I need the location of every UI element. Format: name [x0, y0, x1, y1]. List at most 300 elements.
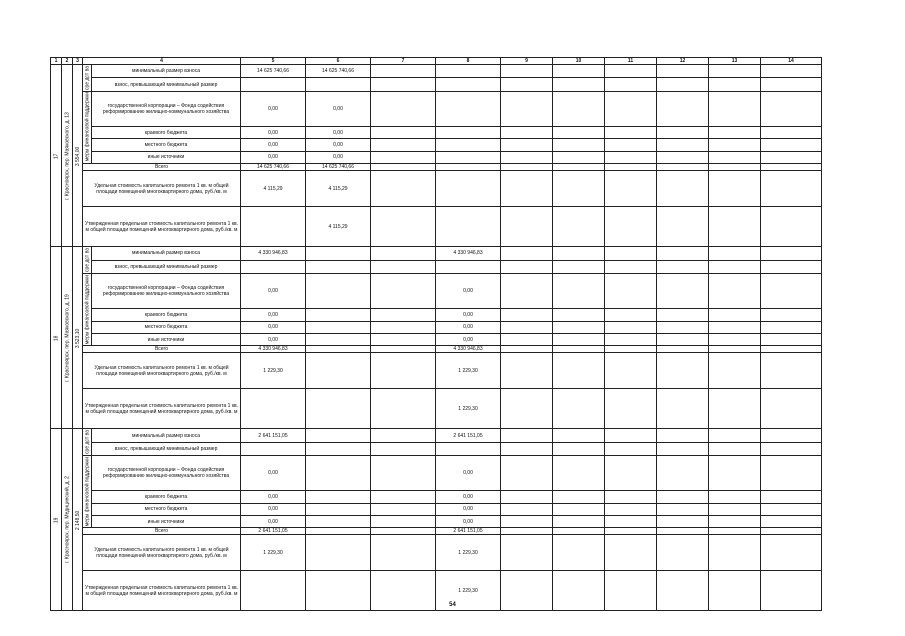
empty-cell [709, 503, 761, 515]
value-cell [306, 78, 371, 91]
value-cell [436, 65, 501, 78]
empty-cell [709, 516, 761, 528]
empty-cell [657, 516, 709, 528]
empty-cell [709, 429, 761, 442]
value-cell: 0,00 [306, 91, 371, 126]
value-cell: 1 229,30 [436, 535, 501, 571]
value-cell [306, 346, 371, 353]
empty-cell [501, 503, 553, 515]
empty-cell [657, 127, 709, 139]
empty-cell [709, 65, 761, 78]
source-label: сре дст ва [84, 430, 90, 455]
value-cell [371, 127, 436, 139]
document-table-container [50, 57, 821, 597]
empty-cell [553, 389, 605, 429]
table-row [51, 247, 822, 260]
value-cell [371, 309, 436, 321]
value-cell: 4 115,29 [306, 207, 371, 247]
empty-cell [553, 247, 605, 260]
value-cell [371, 333, 436, 345]
empty-cell [657, 346, 709, 353]
empty-cell [501, 535, 553, 571]
empty-cell [761, 456, 822, 491]
empty-cell [605, 535, 657, 571]
empty-cell [761, 127, 822, 139]
value-cell: 0,00 [436, 491, 501, 503]
empty-cell [605, 207, 657, 247]
table-row [51, 429, 822, 442]
value-cell: 4 330 946,83 [436, 346, 501, 353]
col-header: 11 [605, 58, 657, 65]
row-number: 18 [51, 247, 62, 429]
empty-cell [553, 528, 605, 535]
empty-cell [501, 151, 553, 163]
empty-cell [709, 171, 761, 207]
value-cell [371, 247, 436, 260]
value-cell: 2 641 151,05 [241, 429, 306, 442]
value-cell: 1 229,30 [241, 353, 306, 389]
empty-cell [605, 333, 657, 345]
empty-cell [657, 353, 709, 389]
empty-cell [761, 164, 822, 171]
value-cell [306, 516, 371, 528]
table-row [51, 346, 822, 353]
value-cell: 0,00 [241, 321, 306, 333]
empty-cell [709, 333, 761, 345]
label-other: иные источники [92, 151, 241, 163]
empty-cell [605, 171, 657, 207]
value-cell [306, 442, 371, 455]
empty-cell [605, 491, 657, 503]
label-kr: краевого бюджета [92, 127, 241, 139]
value-cell [371, 65, 436, 78]
label-unit: Удельная стоимость капитального ремонта 1 кв. м общей площади помещений многоквартирного дома, руб./кв. м [83, 353, 241, 389]
empty-cell [709, 442, 761, 455]
empty-cell [605, 91, 657, 126]
empty-cell [709, 274, 761, 309]
empty-cell [501, 274, 553, 309]
fin-support-label: меры финансовой поддержки [84, 457, 90, 527]
value-cell [436, 164, 501, 171]
empty-cell [657, 528, 709, 535]
empty-cell [657, 456, 709, 491]
empty-cell [709, 491, 761, 503]
empty-cell [501, 127, 553, 139]
value-cell [306, 503, 371, 515]
value-cell: 14 625 740,66 [306, 65, 371, 78]
value-cell: 0,00 [241, 151, 306, 163]
value-cell [371, 78, 436, 91]
value-cell [371, 139, 436, 151]
col-header: 13 [709, 58, 761, 65]
empty-cell [761, 207, 822, 247]
value-cell [371, 321, 436, 333]
empty-cell [553, 333, 605, 345]
empty-cell [657, 78, 709, 91]
label-kr: краевого бюджета [92, 309, 241, 321]
table-row [51, 353, 822, 389]
table-row [51, 78, 822, 91]
total-area: 2 148,50 [73, 429, 83, 611]
value-cell: 0,00 [241, 503, 306, 515]
empty-cell [761, 503, 822, 515]
value-cell [371, 429, 436, 442]
value-cell [241, 260, 306, 273]
value-cell [306, 491, 371, 503]
value-cell: 4 330 946,83 [241, 346, 306, 353]
empty-cell [761, 247, 822, 260]
empty-cell [761, 91, 822, 126]
col-header: 12 [657, 58, 709, 65]
col-header: 6 [306, 58, 371, 65]
source-label: сре дст ва [84, 66, 90, 90]
empty-cell [761, 321, 822, 333]
label-total: Всего [83, 164, 241, 171]
value-cell: 1 229,30 [241, 535, 306, 571]
label-mb: местного бюджета [92, 503, 241, 515]
empty-cell [605, 528, 657, 535]
empty-cell [501, 207, 553, 247]
value-cell: 0,00 [436, 503, 501, 515]
empty-cell [657, 389, 709, 429]
value-cell: 0,00 [436, 456, 501, 491]
empty-cell [553, 164, 605, 171]
empty-cell [657, 151, 709, 163]
empty-cell [709, 91, 761, 126]
value-cell [371, 91, 436, 126]
value-cell: 1 229,30 [436, 353, 501, 389]
table-row [51, 171, 822, 207]
empty-cell [657, 260, 709, 273]
value-cell [306, 389, 371, 429]
empty-cell [605, 321, 657, 333]
empty-cell [657, 309, 709, 321]
empty-cell [761, 516, 822, 528]
empty-cell [553, 535, 605, 571]
empty-cell [553, 353, 605, 389]
value-cell [436, 127, 501, 139]
address: г. Красноярск, пер. Маяковского, д. 13 [62, 65, 73, 247]
value-cell: 2 641 151,05 [436, 429, 501, 442]
value-cell: 2 641 151,05 [241, 528, 306, 535]
empty-cell [605, 164, 657, 171]
col-header: 4 [83, 58, 241, 65]
value-cell: 0,00 [436, 309, 501, 321]
empty-cell [709, 247, 761, 260]
empty-cell [553, 321, 605, 333]
empty-cell [709, 78, 761, 91]
empty-cell [761, 346, 822, 353]
fin-support-label: меры финансовой поддержки [84, 92, 90, 163]
value-cell: 4 115,29 [241, 171, 306, 207]
empty-cell [501, 346, 553, 353]
page-number: 54 [449, 602, 456, 608]
empty-cell [657, 139, 709, 151]
col-header: 7 [371, 58, 436, 65]
empty-cell [605, 260, 657, 273]
empty-cell [657, 171, 709, 207]
empty-cell [761, 535, 822, 571]
empty-cell [501, 389, 553, 429]
empty-cell [501, 65, 553, 78]
value-cell [436, 139, 501, 151]
value-cell: 0,00 [306, 139, 371, 151]
empty-cell [761, 139, 822, 151]
empty-cell [761, 171, 822, 207]
empty-cell [605, 503, 657, 515]
empty-cell [709, 309, 761, 321]
value-cell [436, 171, 501, 207]
col-header: 1 [51, 58, 62, 65]
value-cell: 14 625 740,66 [241, 65, 306, 78]
label-mb: местного бюджета [92, 139, 241, 151]
value-cell: 0,00 [241, 127, 306, 139]
empty-cell [605, 456, 657, 491]
empty-cell [553, 274, 605, 309]
empty-cell [709, 528, 761, 535]
table-row [51, 260, 822, 273]
value-cell: 0,00 [436, 516, 501, 528]
label-other: иные источники [92, 516, 241, 528]
empty-cell [605, 309, 657, 321]
empty-cell [501, 309, 553, 321]
value-cell: 14 625 740,66 [306, 164, 371, 171]
col-header: 5 [241, 58, 306, 65]
table-row [51, 274, 822, 309]
label-min: минимальный размер взноса [92, 429, 241, 442]
empty-cell [657, 91, 709, 126]
empty-cell [553, 151, 605, 163]
empty-cell [657, 503, 709, 515]
value-cell: 14 625 740,66 [241, 164, 306, 171]
value-cell [371, 274, 436, 309]
col-header: 9 [501, 58, 553, 65]
table-row [51, 164, 822, 171]
value-cell: 4 330 946,83 [436, 247, 501, 260]
value-cell [436, 91, 501, 126]
label-total: Всего [83, 346, 241, 353]
table-row [51, 127, 822, 139]
table-row [51, 503, 822, 515]
table-row [51, 516, 822, 528]
value-cell [306, 333, 371, 345]
value-cell [306, 247, 371, 260]
table-row [51, 139, 822, 151]
value-cell [436, 78, 501, 91]
label-mb: местного бюджета [92, 321, 241, 333]
value-cell: 0,00 [241, 333, 306, 345]
label-kr: краевого бюджета [92, 491, 241, 503]
value-cell: 0,00 [241, 139, 306, 151]
col-header: 14 [761, 58, 822, 65]
total-area: 3 554,00 [73, 65, 83, 247]
empty-cell [761, 260, 822, 273]
empty-cell [605, 65, 657, 78]
empty-cell [553, 309, 605, 321]
empty-cell [657, 442, 709, 455]
value-cell [241, 389, 306, 429]
empty-cell [605, 353, 657, 389]
empty-cell [501, 442, 553, 455]
value-cell: 0,00 [436, 333, 501, 345]
value-cell [436, 260, 501, 273]
empty-cell [553, 65, 605, 78]
table-row [51, 91, 822, 126]
empty-cell [605, 429, 657, 442]
value-cell [306, 429, 371, 442]
empty-cell [501, 333, 553, 345]
col-header: 10 [553, 58, 605, 65]
table-row [51, 207, 822, 247]
value-cell [371, 260, 436, 273]
label-other: иные источники [92, 333, 241, 345]
empty-cell [605, 274, 657, 309]
value-cell [241, 442, 306, 455]
capital-repair-table [50, 57, 822, 611]
value-cell [306, 260, 371, 273]
empty-cell [709, 127, 761, 139]
value-cell [436, 442, 501, 455]
value-cell [371, 442, 436, 455]
empty-cell [501, 321, 553, 333]
empty-cell [501, 247, 553, 260]
table-row [51, 535, 822, 571]
value-cell [371, 528, 436, 535]
value-cell: 4 330 946,83 [241, 247, 306, 260]
empty-cell [657, 333, 709, 345]
empty-cell [761, 309, 822, 321]
table-row [51, 321, 822, 333]
empty-cell [553, 346, 605, 353]
value-cell [306, 528, 371, 535]
empty-cell [501, 528, 553, 535]
header-row [51, 58, 822, 65]
empty-cell [761, 65, 822, 78]
value-cell [371, 535, 436, 571]
empty-cell [501, 429, 553, 442]
empty-cell [709, 151, 761, 163]
value-cell [306, 274, 371, 309]
label-gk: государственной корпорации – Фонда содействия реформированию жилищно-коммунального хозяйства [92, 456, 241, 491]
value-cell: 0,00 [241, 309, 306, 321]
empty-cell [501, 516, 553, 528]
empty-cell [761, 491, 822, 503]
value-cell: 1 229,30 [436, 389, 501, 429]
value-cell [436, 151, 501, 163]
value-cell [306, 456, 371, 491]
empty-cell [657, 491, 709, 503]
value-cell [306, 309, 371, 321]
value-cell [306, 353, 371, 389]
empty-cell [761, 442, 822, 455]
col-header: 3 [73, 58, 83, 65]
label-limit: Утвержденная предельная стоимость капитального ремонта 1 кв. м общей площади помещений многоквартирного дома, руб./кв. м [83, 389, 241, 429]
value-cell: 0,00 [241, 274, 306, 309]
empty-cell [605, 247, 657, 260]
value-cell: 0,00 [436, 274, 501, 309]
empty-cell [709, 321, 761, 333]
source-label: сре дст ва [84, 248, 90, 273]
empty-cell [605, 346, 657, 353]
value-cell [371, 164, 436, 171]
empty-cell [501, 491, 553, 503]
value-cell [371, 171, 436, 207]
label-total: Всего [83, 528, 241, 535]
table-row [51, 389, 822, 429]
table-row [51, 528, 822, 535]
empty-cell [657, 321, 709, 333]
value-cell [241, 207, 306, 247]
label-unit: Удельная стоимость капитального ремонта 1 кв. м общей площади помещений многоквартирного дома, руб./кв. м [83, 535, 241, 571]
empty-cell [605, 127, 657, 139]
value-cell [371, 207, 436, 247]
empty-cell [709, 139, 761, 151]
col-header: 2 [62, 58, 73, 65]
label-gk: государственной корпорации – Фонда содействия реформированию жилищно-коммунального хозяйства [92, 274, 241, 309]
empty-cell [553, 429, 605, 442]
empty-cell [657, 207, 709, 247]
empty-cell [553, 260, 605, 273]
label-over: взнос, превышающий минимальный размер [92, 78, 241, 91]
value-cell [371, 516, 436, 528]
empty-cell [501, 164, 553, 171]
table-row [51, 456, 822, 491]
value-cell [371, 389, 436, 429]
value-cell: 0,00 [436, 321, 501, 333]
empty-cell [709, 389, 761, 429]
empty-cell [553, 491, 605, 503]
label-limit: Утвержденная предельная стоимость капитального ремонта 1 кв. м общей площади помещений многоквартирного дома, руб./кв. м [83, 571, 241, 611]
empty-cell [553, 516, 605, 528]
row-number: 17 [51, 65, 62, 247]
empty-cell [709, 353, 761, 389]
total-area: 3 523,10 [73, 247, 83, 429]
value-cell: 1 229,30 [436, 571, 501, 611]
empty-cell [553, 127, 605, 139]
table-row [51, 151, 822, 163]
empty-cell [501, 171, 553, 207]
value-cell [371, 491, 436, 503]
empty-cell [605, 139, 657, 151]
empty-cell [553, 442, 605, 455]
table-row [51, 491, 822, 503]
label-min: минимальный размер взноса [92, 247, 241, 260]
empty-cell [605, 78, 657, 91]
empty-cell [605, 442, 657, 455]
value-cell [436, 207, 501, 247]
empty-cell [605, 389, 657, 429]
empty-cell [501, 78, 553, 91]
value-cell [371, 151, 436, 163]
value-cell: 2 641 151,05 [436, 528, 501, 535]
empty-cell [761, 333, 822, 345]
empty-cell [761, 429, 822, 442]
empty-cell [501, 91, 553, 126]
empty-cell [761, 528, 822, 535]
empty-cell [657, 247, 709, 260]
empty-cell [605, 151, 657, 163]
empty-cell [761, 274, 822, 309]
empty-cell [761, 151, 822, 163]
value-cell [371, 503, 436, 515]
value-cell [306, 535, 371, 571]
row-number: 19 [51, 429, 62, 611]
label-over: взнос, превышающий минимальный размер [92, 442, 241, 455]
empty-cell [553, 78, 605, 91]
value-cell: 0,00 [241, 456, 306, 491]
empty-cell [501, 456, 553, 491]
label-limit: Утвержденная предельная стоимость капитального ремонта 1 кв. м общей площади помещений многоквартирного дома, руб./кв. м [83, 207, 241, 247]
